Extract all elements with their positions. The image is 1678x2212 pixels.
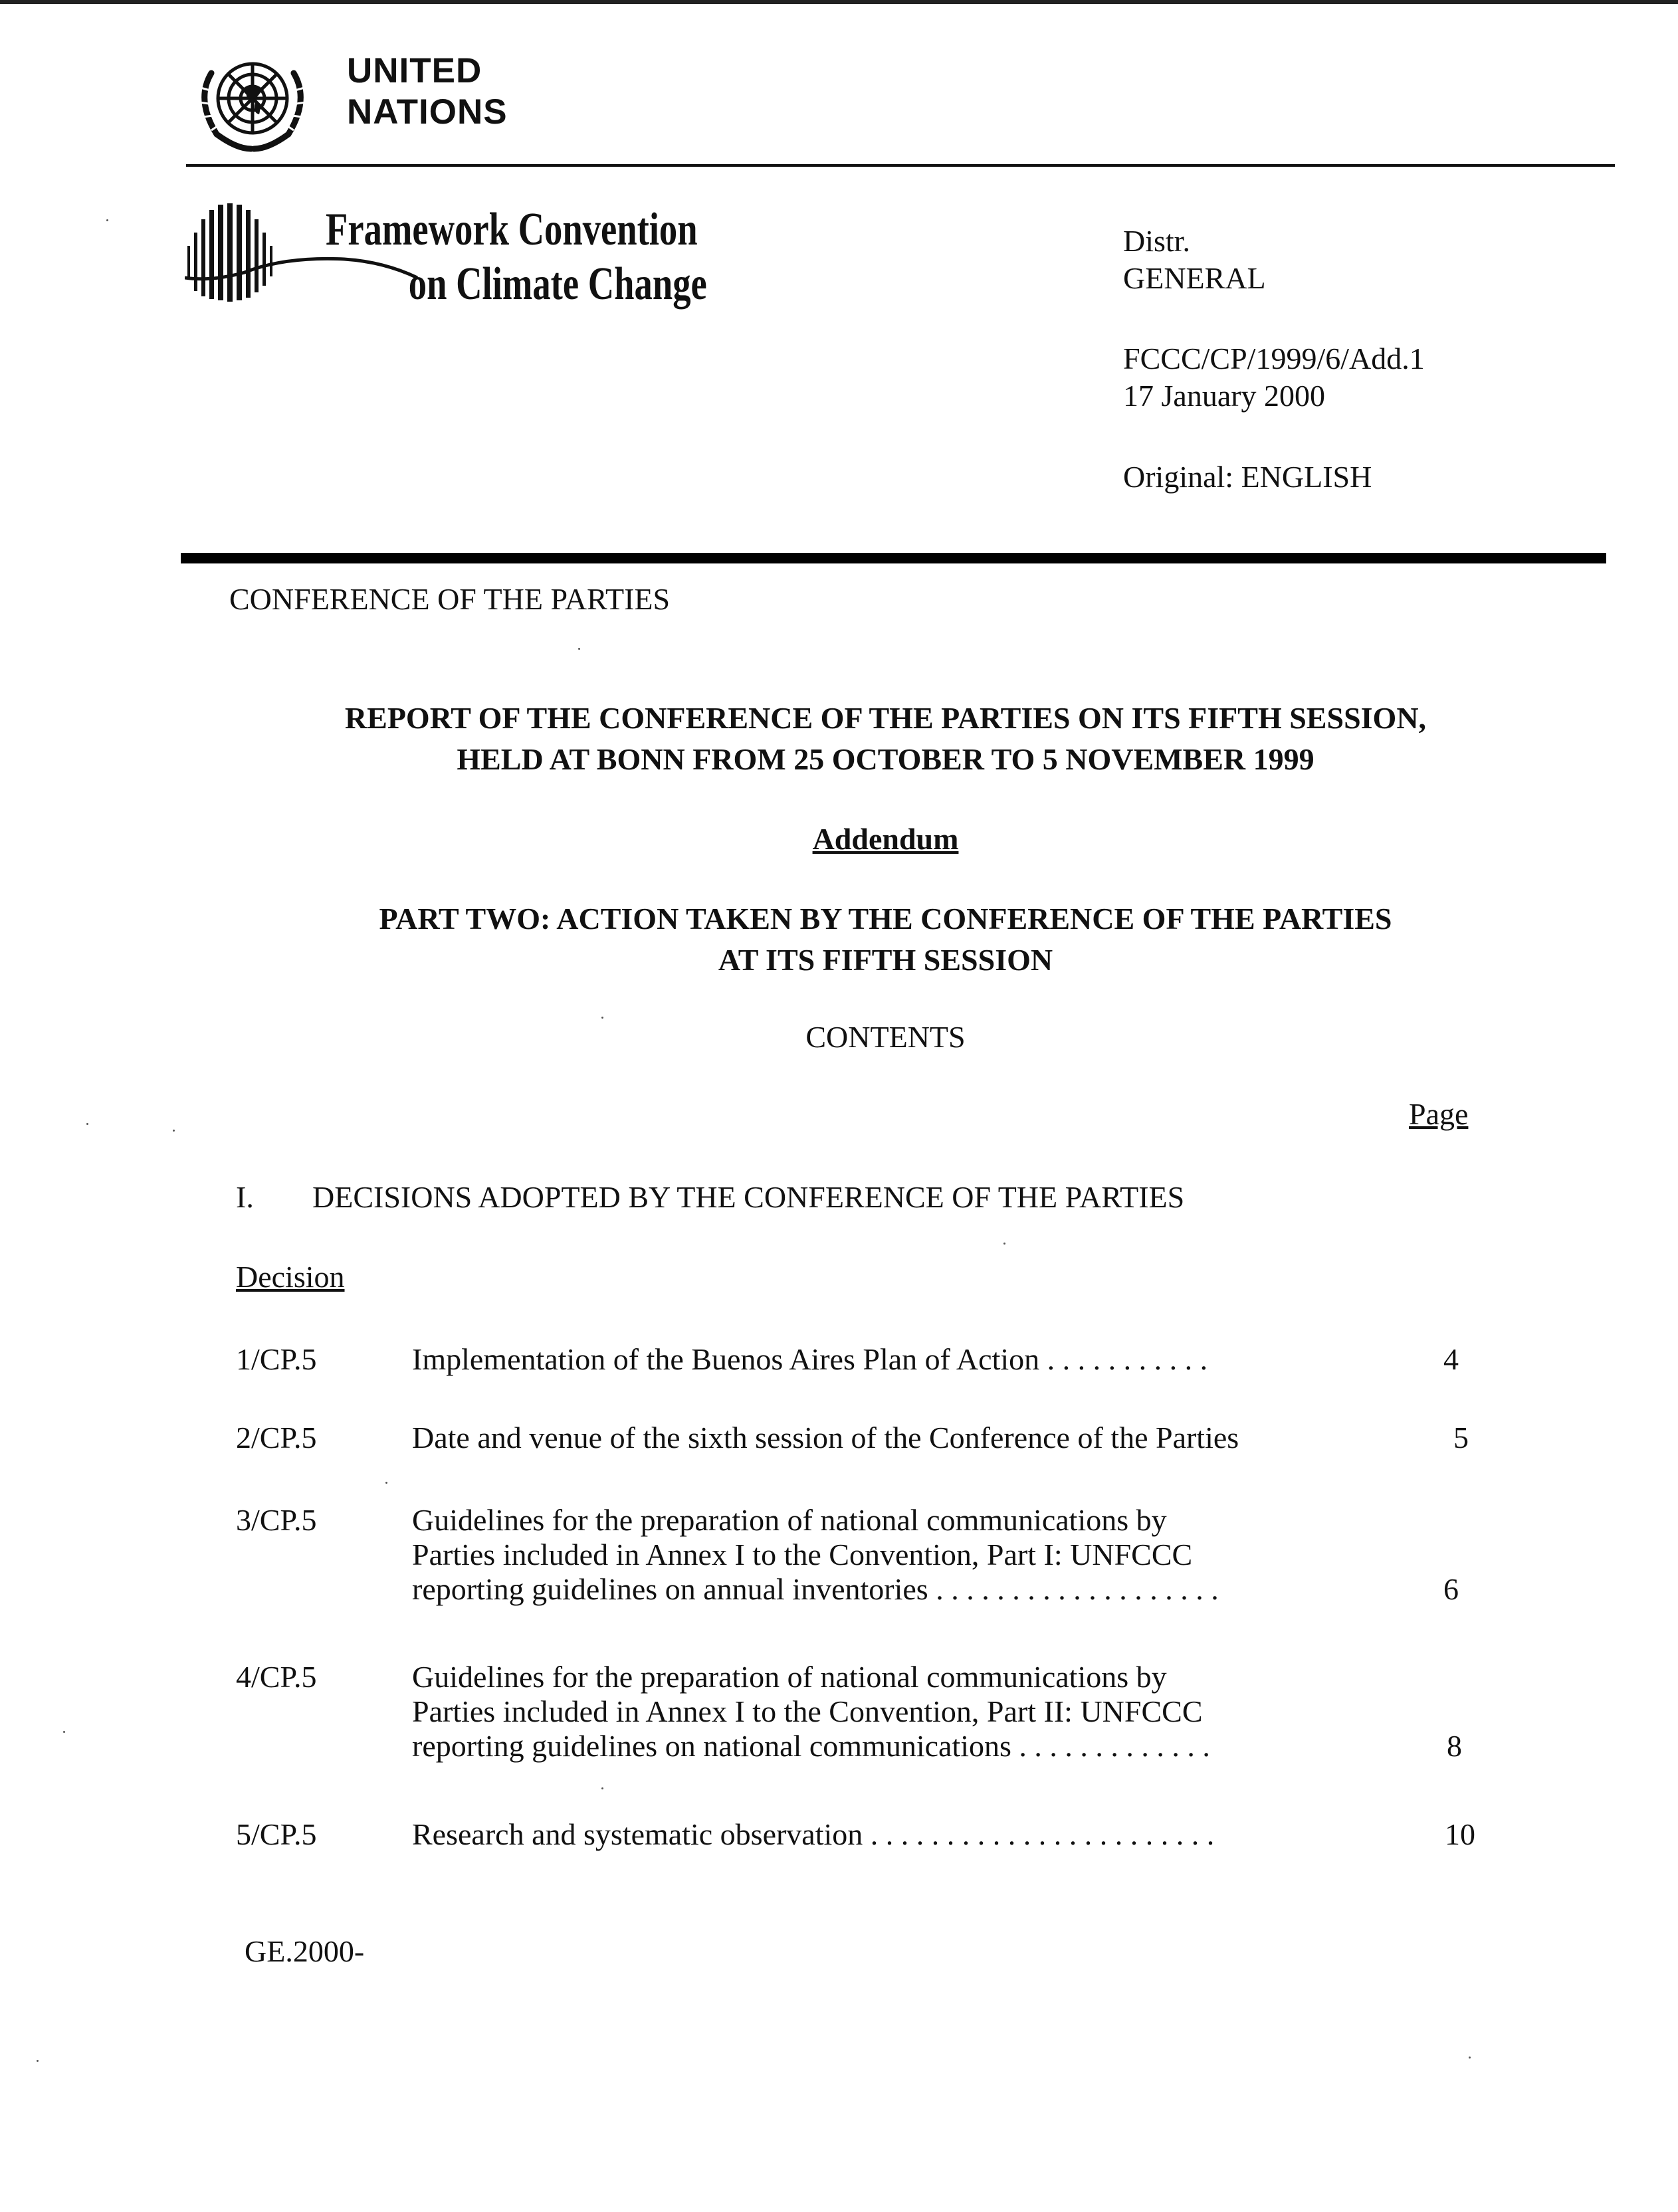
distr-value: GENERAL bbox=[1123, 261, 1266, 295]
decision-code: 2/CP.5 bbox=[236, 1421, 317, 1455]
scan-speck bbox=[63, 1731, 65, 1733]
contents-heading: CONTENTS bbox=[805, 1020, 966, 1054]
scan-speck bbox=[106, 219, 108, 221]
body-title: CONFERENCE OF THE PARTIES bbox=[229, 582, 671, 616]
distr-label: Distr. bbox=[1123, 224, 1190, 258]
decision-page: 8 bbox=[1447, 1729, 1462, 1763]
decision-title-line: Guidelines for the preparation of national communications by bbox=[412, 1660, 1167, 1694]
decision-page: 5 bbox=[1453, 1421, 1469, 1455]
decision-title-line: Parties included in Annex I to the Convention, Part I: UNFCCC bbox=[412, 1538, 1193, 1571]
report-title bbox=[47, 698, 1678, 780]
scan-speck bbox=[385, 1482, 387, 1484]
convention-name bbox=[326, 203, 707, 312]
original-language: Original: ENGLISH bbox=[1123, 460, 1372, 494]
section-title: DECISIONS ADOPTED BY THE CONFERENCE OF THE PARTIES bbox=[312, 1180, 1185, 1214]
header-divider bbox=[186, 164, 1615, 167]
section-number: I. bbox=[236, 1180, 254, 1214]
title-divider bbox=[181, 553, 1606, 563]
decision-page: 6 bbox=[1443, 1572, 1459, 1606]
scan-speck bbox=[173, 1130, 175, 1132]
org-line-2: NATIONS bbox=[347, 92, 508, 132]
report-title-line-1: REPORT OF THE CONFERENCE OF THE PARTIES ON ITS FIFTH SESSION, bbox=[344, 701, 1427, 735]
decision-title-line: Date and venue of the sixth session of the Conference of the Parties bbox=[412, 1421, 1239, 1455]
scan-edge-line bbox=[0, 0, 1678, 4]
decision-title-line: Research and systematic observation . . . . . . . . . . . . . . . . . . . . . . . bbox=[412, 1817, 1215, 1851]
decision-title-line: reporting guidelines on annual inventories . . . . . . . . . . . . . . . . . . . bbox=[412, 1572, 1219, 1606]
part-title-line-2: AT ITS FIFTH SESSION bbox=[718, 943, 1053, 977]
decision-page: 10 bbox=[1445, 1817, 1475, 1851]
scan-speck bbox=[578, 648, 580, 650]
scan-speck bbox=[601, 1787, 603, 1789]
decision-code: 3/CP.5 bbox=[236, 1503, 317, 1537]
scan-speck bbox=[601, 1017, 603, 1019]
organization-name bbox=[347, 50, 508, 133]
decision-title-line: Guidelines for the preparation of national communications by bbox=[412, 1503, 1167, 1537]
decision-column-header: Decision bbox=[236, 1260, 345, 1294]
scan-speck bbox=[37, 2060, 39, 2062]
decision-title-line: Implementation of the Buenos Aires Plan of Action . . . . . . . . . . . bbox=[412, 1342, 1208, 1376]
convention-line-2: on Climate Change bbox=[408, 258, 707, 310]
footer-job-code: GE.2000- bbox=[245, 1934, 365, 1968]
page-column-header: Page bbox=[1409, 1097, 1469, 1131]
document-symbol: FCCC/CP/1999/6/Add.1 bbox=[1123, 342, 1425, 375]
decision-title-line: reporting guidelines on national communications . . . . . . . . . . . . . bbox=[412, 1729, 1210, 1763]
scan-speck bbox=[1003, 1243, 1005, 1245]
convention-line-1: Framework Convention bbox=[326, 204, 698, 255]
part-title-line-1: PART TWO: ACTION TAKEN BY THE CONFERENCE OF THE PARTIES bbox=[379, 902, 1392, 936]
decision-page: 4 bbox=[1443, 1342, 1459, 1376]
decision-code: 4/CP.5 bbox=[236, 1660, 317, 1694]
part-title bbox=[47, 898, 1678, 981]
decision-title-line: Parties included in Annex I to the Convention, Part II: UNFCCC bbox=[412, 1694, 1203, 1728]
document-symbol-block bbox=[1123, 340, 1425, 415]
scan-speck bbox=[86, 1123, 88, 1125]
report-title-line-2: HELD AT BONN FROM 25 OCTOBER TO 5 NOVEMBER 1999 bbox=[457, 742, 1314, 776]
decision-code: 1/CP.5 bbox=[236, 1342, 317, 1376]
document-date: 17 January 2000 bbox=[1123, 379, 1326, 413]
decision-code: 5/CP.5 bbox=[236, 1817, 317, 1851]
distribution-block bbox=[1123, 223, 1266, 297]
scan-speck bbox=[1469, 2057, 1471, 2059]
un-emblem-icon bbox=[186, 47, 319, 153]
org-line-1: UNITED bbox=[347, 51, 482, 90]
addendum-heading: Addendum bbox=[812, 822, 959, 856]
